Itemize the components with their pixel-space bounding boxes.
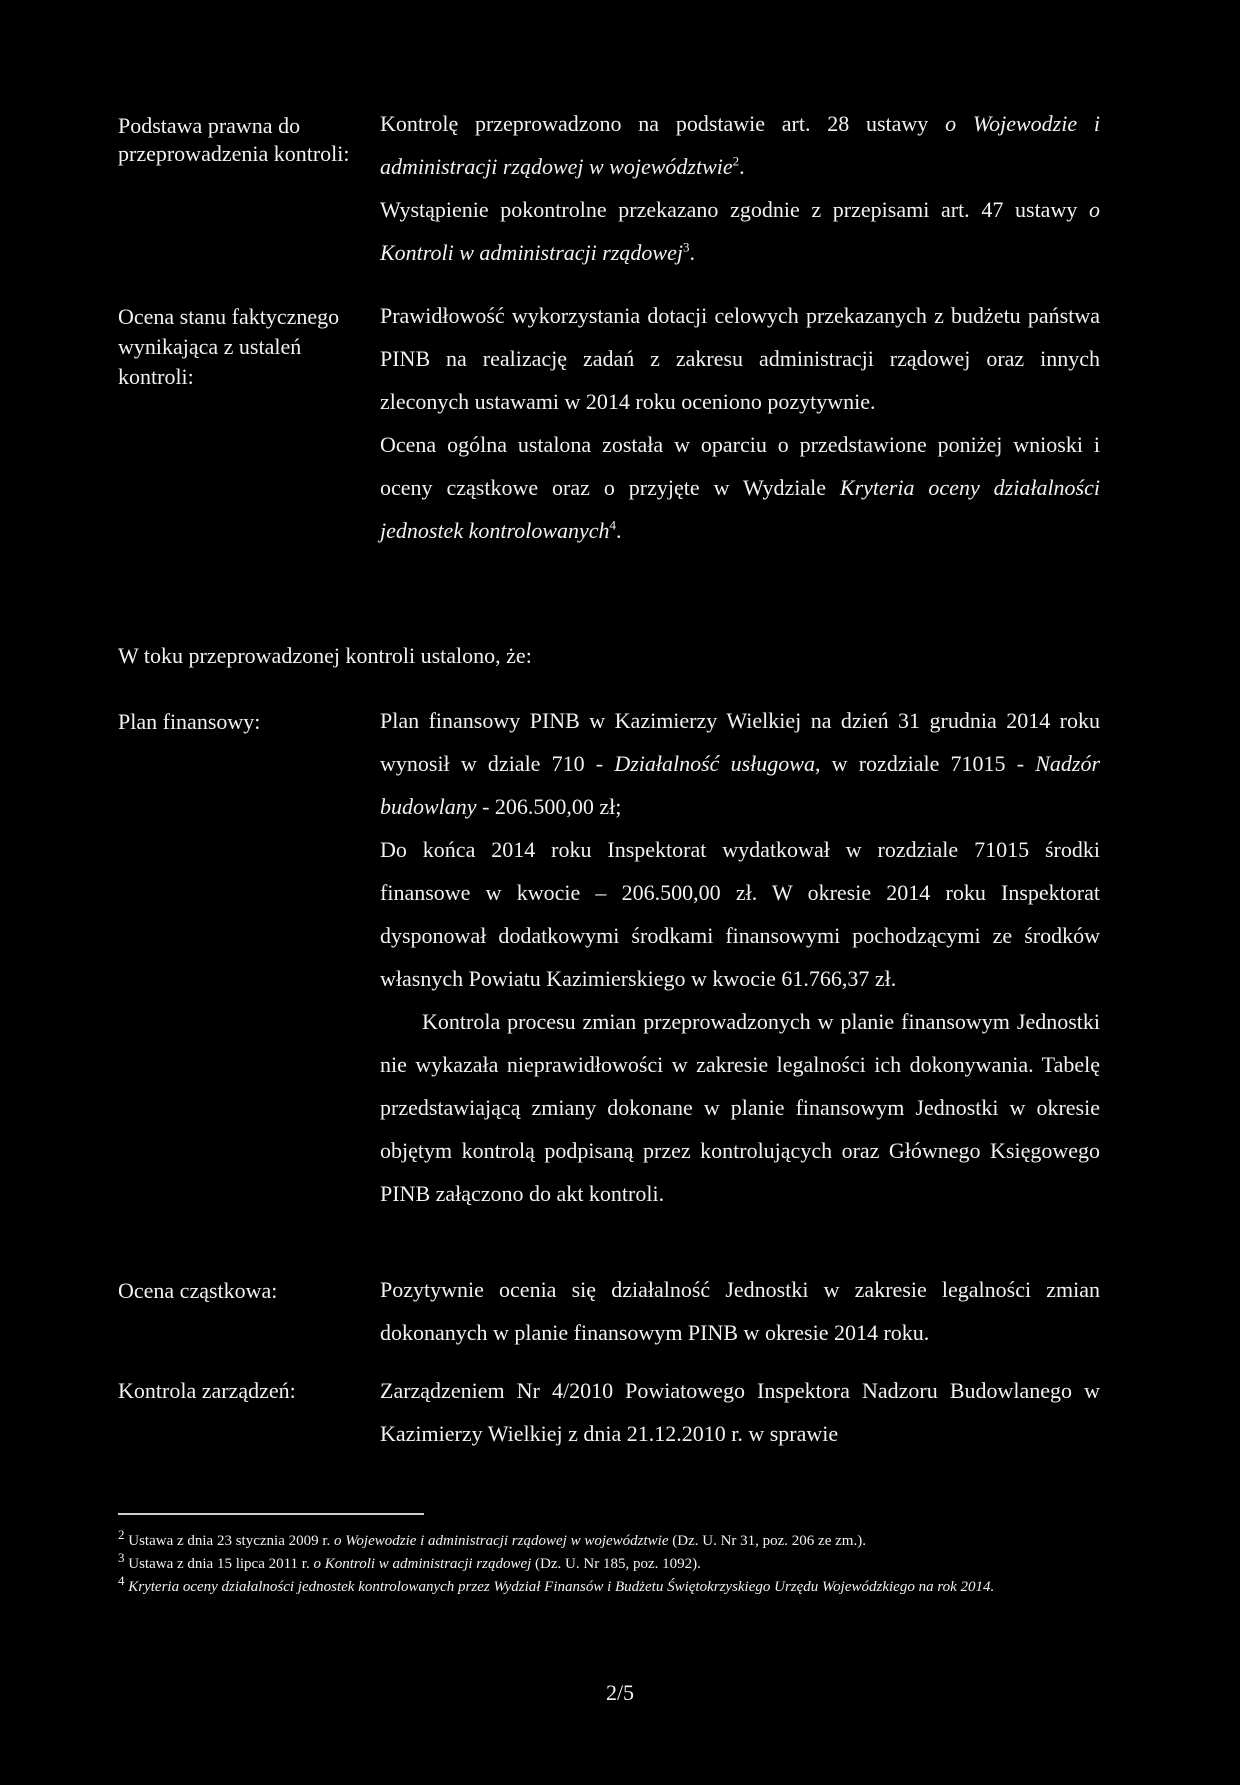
control-orders-content: [380, 1369, 1100, 1455]
partial-assessment-label: Ocena cząstkowa:: [118, 1278, 278, 1303]
text-span: .: [616, 518, 622, 543]
partial-assessment-content: [380, 1268, 1100, 1354]
legal-basis-paragraph: [380, 102, 1100, 188]
act-title: o Kontroli w administracji rządowej: [380, 197, 1100, 265]
criteria-title: Kryteria oceny działalności jednostek kontrolowanych przez Wydział Finansów i Budżetu Świętokrzyskiego Urzędu Wojewódzkiego na rok 2014.: [124, 1579, 995, 1595]
page-number: 2/5: [605, 1680, 635, 1705]
legal-basis-content: [380, 102, 1100, 274]
financial-plan-paragraph: [380, 699, 1100, 828]
text-span: .: [739, 154, 745, 179]
text-span: (Dz. U. Nr 185, poz. 1092).: [531, 1556, 701, 1572]
act-title: o Wojewodzie i administracji rządowej w województwie: [380, 111, 1100, 179]
footnote-3: [118, 1550, 1100, 1576]
criteria-title: Kryteria oceny działalności jednostek kontrolowanych: [380, 475, 1100, 543]
partial-assessment-paragraph: Pozytywnie ocenia się działalność Jednostki w zakresie legalności zmian dokonanych w planie finansowym PINB w okresie 2014 roku.: [380, 1277, 1100, 1345]
assessment-content: [380, 294, 1100, 552]
text-span: (Dz. U. Nr 31, poz. 206 ze zm.).: [668, 1533, 866, 1549]
control-orders-label: Kontrola zarządzeń:: [118, 1378, 296, 1403]
footnote-4: [118, 1573, 1100, 1599]
text-span: Plan finansowy PINB w Kazimierzy Wielkiej na dzień 31 grudnia 2014 roku wynosił w dziale 710 -: [380, 708, 1100, 776]
act-title: o Wojewodzie i administracji rządowej w województwie: [334, 1533, 669, 1549]
footnote-ref: 3: [682, 239, 690, 255]
footnote-2: [118, 1527, 1100, 1553]
financial-plan-content: [380, 699, 1100, 1215]
footnote-number: 4: [118, 1573, 125, 1588]
financial-plan-paragraph: Do końca 2014 roku Inspektorat wydatkował w rozdziale 71015 środki finansowe w kwocie – 206.500,00 zł. W okresie 2014 roku Inspektorat dysponował dodatkowymi środkami finansowymi pochodzącymi ze środków własnych Powiatu Kazimierskiego w kwocie 61.766,37 zł.: [380, 837, 1100, 991]
text-span: - 206.500,00 zł;: [476, 794, 622, 819]
text-span: Wystąpienie pokontrolne przekazano zgodnie z przepisami art. 47 ustawy: [380, 197, 1089, 222]
legal-basis-paragraph: [380, 188, 1100, 274]
footnote-ref: 2: [732, 153, 740, 169]
findings-intro: W toku przeprowadzonej kontroli ustalono, że:: [118, 643, 532, 668]
assessment-label: Ocena stanu faktycznego wynikająca z ustaleń kontroli:: [118, 304, 340, 389]
financial-plan-label: Plan finansowy:: [118, 709, 261, 734]
chapter-name: Nadzór budowlany: [380, 751, 1101, 819]
act-title: o Kontroli w administracji rządowej: [313, 1556, 532, 1572]
footnote-number: 2: [118, 1527, 125, 1542]
division-name: Działalność usługowa: [614, 751, 815, 776]
text-span: Ocena ogólna ustalona została w oparciu o przedstawione poniżej wnioski i oceny cząstkowe oraz o przyjęte w Wydziale: [380, 432, 1100, 500]
text-span: .: [689, 240, 695, 265]
footnote-number: 3: [118, 1550, 125, 1565]
text-span: , w rozdziale 71015 -: [814, 751, 1036, 776]
footnote-separator: [118, 1513, 424, 1515]
footnote-ref: 4: [609, 517, 617, 533]
legal-basis-label: Podstawa prawna do przeprowadzenia kontroli:: [118, 113, 350, 166]
control-orders-paragraph: Zarządzeniem Nr 4/2010 Powiatowego Inspektora Nadzoru Budowlanego w Kazimierzy Wielkiej z dnia 21.12.2010 r. w sprawie: [380, 1378, 1100, 1446]
assessment-paragraph: [380, 423, 1100, 552]
financial-plan-paragraph: Kontrola procesu zmian przeprowadzonych w planie finansowym Jednostki nie wykazała nieprawidłowości w zakresie legalności ich dokonywania. Tabelę przedstawiającą zmiany dokonane w planie finansowym Jednostki w okresie objętym kontrolą podpisaną przez kontrolujących oraz Głównego Księgowego PINB załączono do akt kontroli.: [380, 1009, 1100, 1206]
text-span: Ustawa z dnia 15 lipca 2011 r.: [124, 1556, 314, 1572]
footnotes: [118, 1527, 1100, 1599]
text-span: Ustawa z dnia 23 stycznia 2009 r.: [124, 1533, 335, 1549]
text-span: Kontrolę przeprowadzono na podstawie art. 28 ustawy: [380, 111, 946, 136]
assessment-paragraph: Prawidłowość wykorzystania dotacji celowych przekazanych z budżetu państwa PINB na realizację zadań z zakresu administracji rządowej oraz innych zleconych ustawami w 2014 roku oceniono pozytywnie.: [380, 303, 1100, 414]
